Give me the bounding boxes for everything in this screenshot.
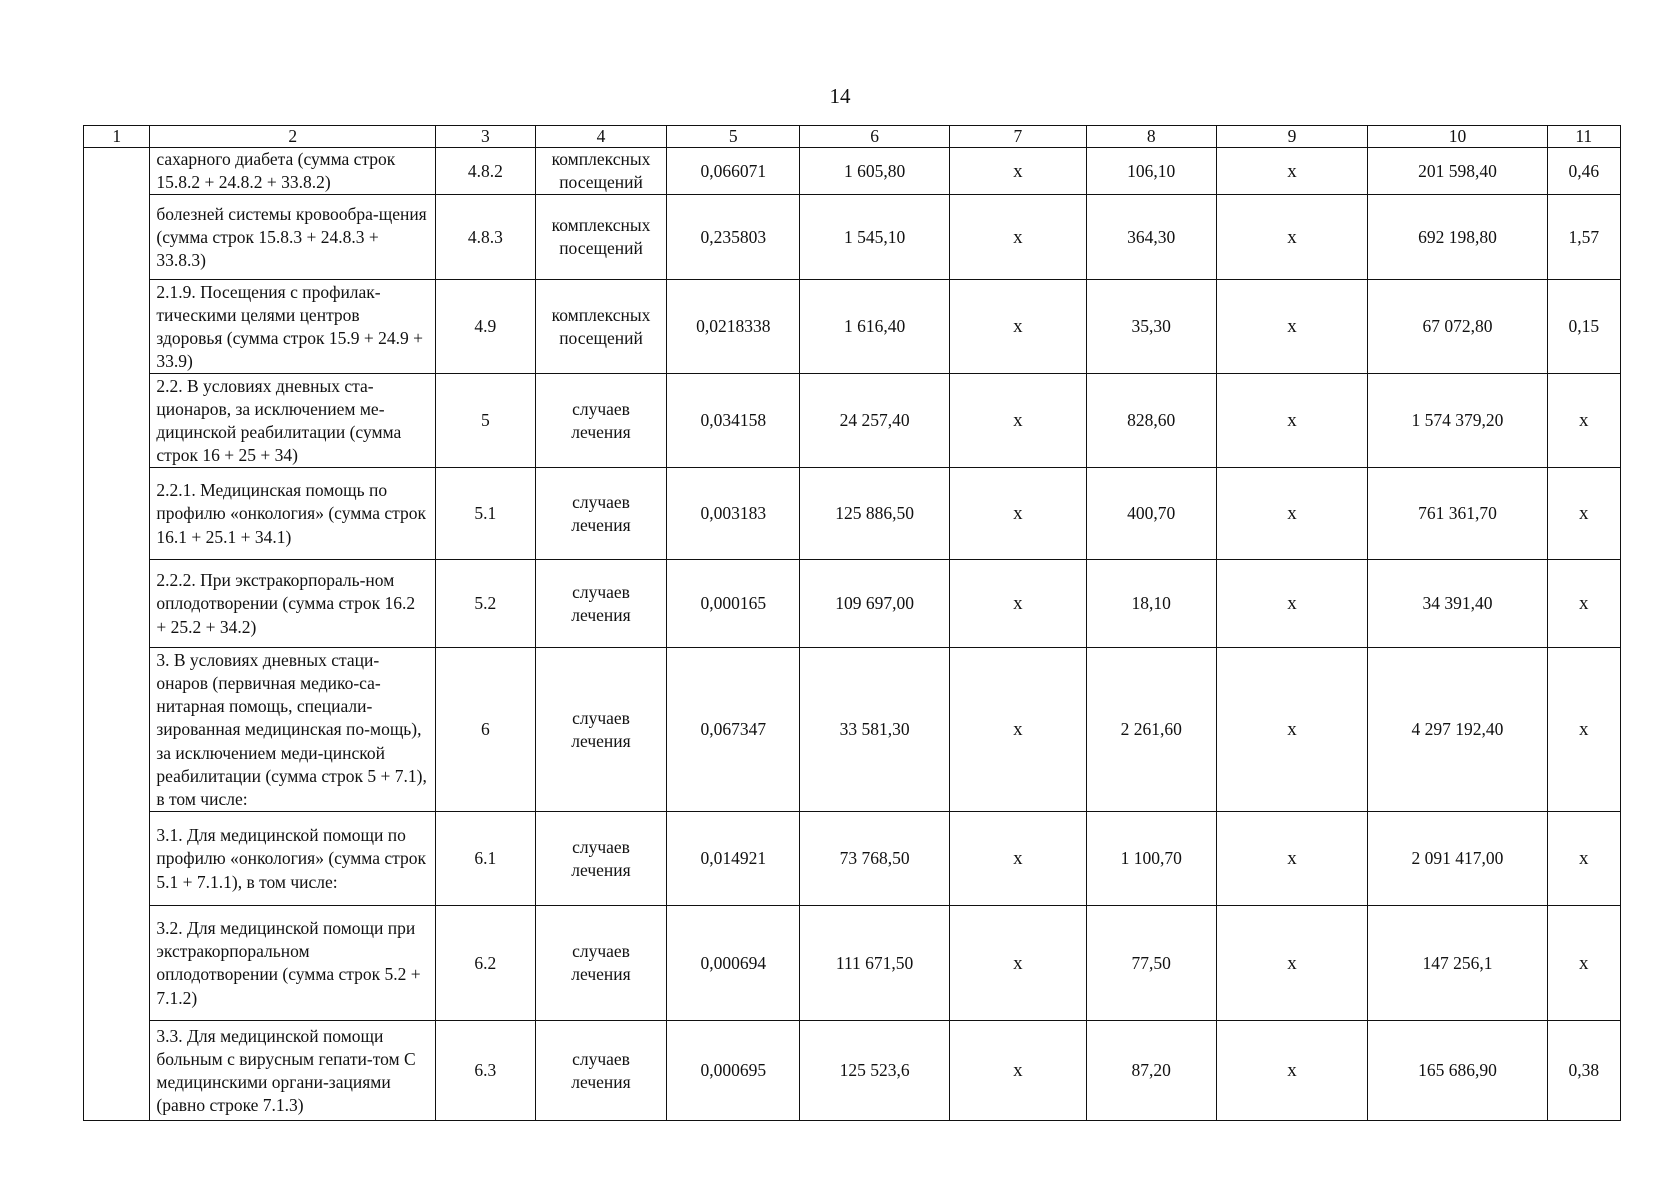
- page-number: 14: [829, 84, 851, 108]
- column-header: 5: [667, 126, 800, 148]
- cell-col11: x: [1547, 648, 1621, 812]
- cell-col10: 165 686,90: [1368, 1021, 1547, 1121]
- cell-col11: 0,38: [1547, 1021, 1621, 1121]
- table-row: [84, 374, 1621, 468]
- cell-col5: 0,0218338: [667, 280, 800, 374]
- cell-col9: x: [1216, 812, 1368, 906]
- cell-col11: x: [1547, 468, 1621, 560]
- row-unit: случаев лечения: [535, 648, 667, 812]
- cell-col9: x: [1216, 195, 1368, 280]
- cell-col10: 692 198,80: [1368, 195, 1547, 280]
- row-description: 3.1. Для медицинской помощи по профилю «онкология» (сумма строк 5.1 + 7.1.1), в том числе:: [150, 812, 436, 906]
- cell-col7: x: [950, 468, 1087, 560]
- column-header: 1: [84, 126, 150, 148]
- cell-col8: 77,50: [1086, 906, 1216, 1021]
- cell-col9: x: [1216, 280, 1368, 374]
- cell-col10: 67 072,80: [1368, 280, 1547, 374]
- table-row: [84, 648, 1621, 812]
- cell-col7: x: [950, 648, 1087, 812]
- row-description: 3. В условиях дневных стаци-онаров (первичная медико-са-нитарная помощь, специали-зированная медицинская по-мощь), за исключением меди-цинской реабилитации (сумма строк 5 + 7.1), в том числе:: [150, 648, 436, 812]
- column-header: 9: [1216, 126, 1368, 148]
- column-header: 8: [1086, 126, 1216, 148]
- cell-col5: 0,066071: [667, 148, 800, 195]
- cell-col7: x: [950, 906, 1087, 1021]
- row-description: 2.2. В условиях дневных ста-ционаров, за исключением ме-дицинской реабилитации (сумма строк 16 + 25 + 34): [150, 374, 436, 468]
- cell-col6: 125 886,50: [800, 468, 950, 560]
- column-header: 4: [535, 126, 667, 148]
- column-header: 6: [800, 126, 950, 148]
- row-code: 6.2: [436, 906, 536, 1021]
- row-code: 4.9: [436, 280, 536, 374]
- cell-col11: 0,15: [1547, 280, 1621, 374]
- cell-col7: x: [950, 1021, 1087, 1121]
- cell-col5: 0,014921: [667, 812, 800, 906]
- cell-col6: 1 616,40: [800, 280, 950, 374]
- cell-col9: x: [1216, 648, 1368, 812]
- cell-col11: x: [1547, 812, 1621, 906]
- column-header: 2: [150, 126, 436, 148]
- cell-col11: 1,57: [1547, 195, 1621, 280]
- row-description: сахарного диабета (сумма строк 15.8.2 + 24.8.2 + 33.8.2): [150, 148, 436, 195]
- row-unit: случаев лечения: [535, 468, 667, 560]
- cell-col7: x: [950, 812, 1087, 906]
- cell-col6: 1 605,80: [800, 148, 950, 195]
- cell-col8: 87,20: [1086, 1021, 1216, 1121]
- cell-col10: 34 391,40: [1368, 560, 1547, 648]
- cell-col6: 109 697,00: [800, 560, 950, 648]
- cell-col10: 2 091 417,00: [1368, 812, 1547, 906]
- cell-col11: x: [1547, 906, 1621, 1021]
- row-unit: случаев лечения: [535, 812, 667, 906]
- cell-col7: x: [950, 195, 1087, 280]
- cell-col7: x: [950, 374, 1087, 468]
- cell-col8: 35,30: [1086, 280, 1216, 374]
- cell-col7: x: [950, 560, 1087, 648]
- cell-col8: 2 261,60: [1086, 648, 1216, 812]
- cell-col10: 147 256,1: [1368, 906, 1547, 1021]
- column-number-row: [84, 126, 1621, 148]
- cell-col11: 0,46: [1547, 148, 1621, 195]
- cell-col6: 125 523,6: [800, 1021, 950, 1121]
- cell-col9: x: [1216, 560, 1368, 648]
- data-table: [83, 125, 1621, 1121]
- cell-col5: 0,000695: [667, 1021, 800, 1121]
- cell-col5: 0,003183: [667, 468, 800, 560]
- column-header: 10: [1368, 126, 1547, 148]
- cell-col8: 106,10: [1086, 148, 1216, 195]
- row-description: болезней системы кровообра-щения (сумма строк 15.8.3 + 24.8.3 + 33.8.3): [150, 195, 436, 280]
- cell-col10: 201 598,40: [1368, 148, 1547, 195]
- cell-col10: 4 297 192,40: [1368, 648, 1547, 812]
- table-row: [84, 812, 1621, 906]
- table-row: [84, 1021, 1621, 1121]
- cell-col8: 400,70: [1086, 468, 1216, 560]
- cell-col9: x: [1216, 374, 1368, 468]
- cell-col9: x: [1216, 148, 1368, 195]
- cell-col9: x: [1216, 906, 1368, 1021]
- column-header: 11: [1547, 126, 1621, 148]
- row-code: 6.3: [436, 1021, 536, 1121]
- cell-col5: 0,000165: [667, 560, 800, 648]
- cell-col7: x: [950, 280, 1087, 374]
- row-description: 2.1.9. Посещения с профилак-тическими целями центров здоровья (сумма строк 15.9 + 24.9 + 33.9): [150, 280, 436, 374]
- cell-col5: 0,000694: [667, 906, 800, 1021]
- cell-col6: 1 545,10: [800, 195, 950, 280]
- cell-col10: 761 361,70: [1368, 468, 1547, 560]
- cell-col11: x: [1547, 560, 1621, 648]
- cell-col10: 1 574 379,20: [1368, 374, 1547, 468]
- cell-col8: 1 100,70: [1086, 812, 1216, 906]
- cell-col8: 828,60: [1086, 374, 1216, 468]
- cell-col5: 0,235803: [667, 195, 800, 280]
- cell-col9: x: [1216, 468, 1368, 560]
- cell-col11: x: [1547, 374, 1621, 468]
- cell-col6: 24 257,40: [800, 374, 950, 468]
- column-header: 3: [436, 126, 536, 148]
- cell-col6: 73 768,50: [800, 812, 950, 906]
- row-code: 5: [436, 374, 536, 468]
- row-code: 6.1: [436, 812, 536, 906]
- table-row: [84, 195, 1621, 280]
- row-unit: комплексных посещений: [535, 280, 667, 374]
- row-description: 2.2.1. Медицинская помощь по профилю «онкология» (сумма строк 16.1 + 25.1 + 34.1): [150, 468, 436, 560]
- cell-col7: x: [950, 148, 1087, 195]
- row-description: 3.3. Для медицинской помощи больным с вирусным гепати-том С медицинскими органи-зациями (равно строке 7.1.3): [150, 1021, 436, 1121]
- row-code: 5.1: [436, 468, 536, 560]
- cell-col8: 18,10: [1086, 560, 1216, 648]
- row-unit: случаев лечения: [535, 374, 667, 468]
- table-row: [84, 560, 1621, 648]
- table-row: [84, 148, 1621, 195]
- row-code: 4.8.3: [436, 195, 536, 280]
- row-code: 6: [436, 648, 536, 812]
- cell-col5: 0,067347: [667, 648, 800, 812]
- row-code: 4.8.2: [436, 148, 536, 195]
- cell-col5: 0,034158: [667, 374, 800, 468]
- row-unit: случаев лечения: [535, 906, 667, 1021]
- row-unit: комплексных посещений: [535, 148, 667, 195]
- cell-col9: x: [1216, 1021, 1368, 1121]
- row-code: 5.2: [436, 560, 536, 648]
- section-cell: [84, 148, 150, 1121]
- table-row: [84, 906, 1621, 1021]
- row-unit: случаев лечения: [535, 1021, 667, 1121]
- row-unit: случаев лечения: [535, 560, 667, 648]
- row-description: 3.2. Для медицинской помощи при экстракорпоральном оплодотворении (сумма строк 5.2 + 7.1.2): [150, 906, 436, 1021]
- cell-col8: 364,30: [1086, 195, 1216, 280]
- table-row: [84, 280, 1621, 374]
- table-row: [84, 468, 1621, 560]
- row-description: 2.2.2. При экстракорпораль-ном оплодотворении (сумма строк 16.2 + 25.2 + 34.2): [150, 560, 436, 648]
- cell-col6: 33 581,30: [800, 648, 950, 812]
- row-unit: комплексных посещений: [535, 195, 667, 280]
- column-header: 7: [950, 126, 1087, 148]
- cell-col6: 111 671,50: [800, 906, 950, 1021]
